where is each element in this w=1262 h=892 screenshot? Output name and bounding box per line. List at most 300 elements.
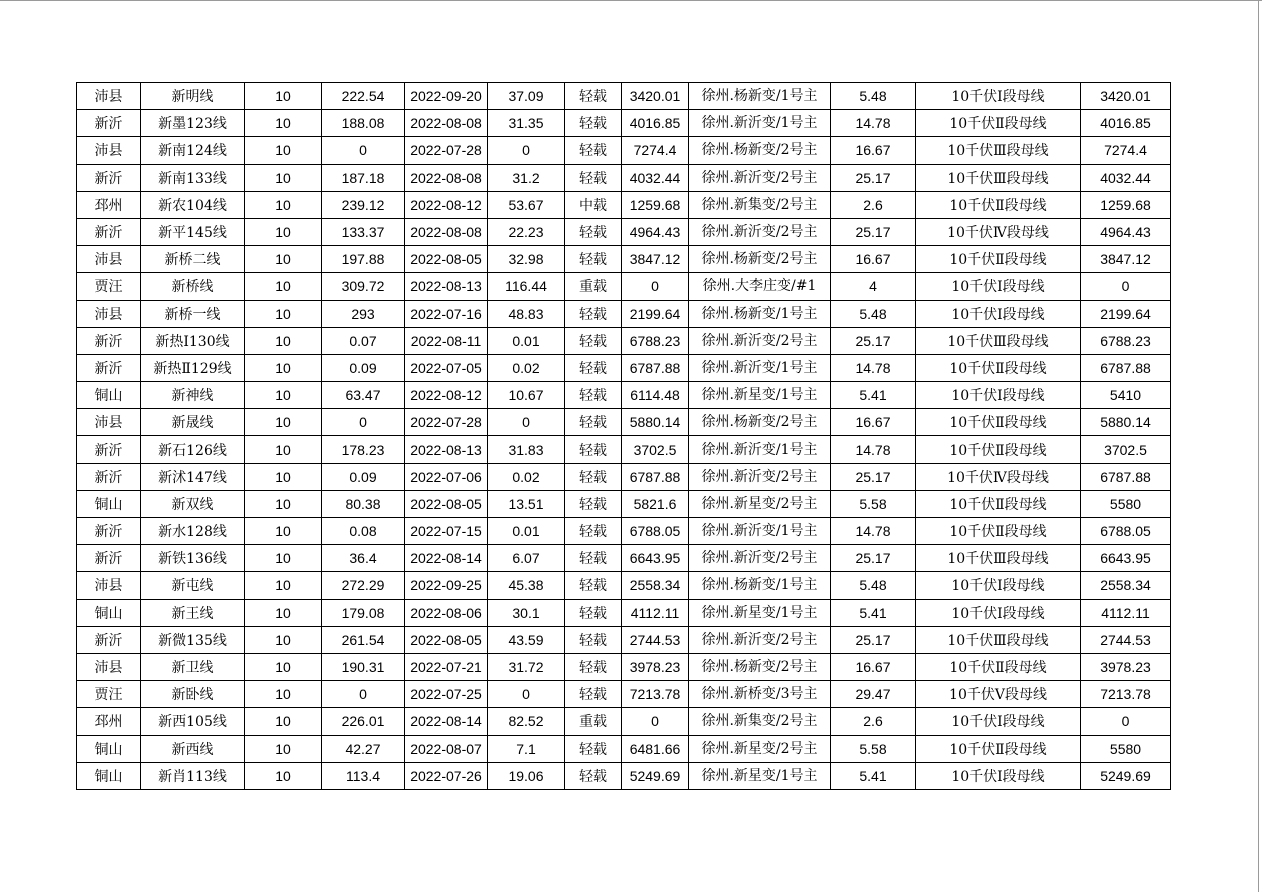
available-capacity-cell: 3847.12	[622, 246, 689, 273]
date-cell: 2022-08-07	[405, 735, 488, 762]
load-status-cell: 重载	[565, 708, 622, 735]
transformer-capacity-cell: 25.17	[831, 327, 916, 354]
table-row	[77, 762, 1171, 789]
transformer-cell: 徐州.新沂变/2号主	[689, 545, 831, 572]
transformer-cell: 徐州.杨新变/2号主	[689, 653, 831, 680]
voltage-cell: 10	[245, 354, 322, 381]
county-cell: 新沂	[77, 218, 141, 245]
open-capacity-cell: 4032.44	[1081, 164, 1171, 191]
voltage-cell: 10	[245, 545, 322, 572]
load-status-cell: 轻载	[565, 762, 622, 789]
county-cell: 沛县	[77, 409, 141, 436]
load-status-cell: 轻载	[565, 110, 622, 137]
table-row	[77, 191, 1171, 218]
max-current-cell: 197.88	[322, 246, 405, 273]
busbar-cell: 10千伏Ⅱ段母线	[916, 436, 1081, 463]
transformer-capacity-cell: 2.6	[831, 191, 916, 218]
county-cell: 新沂	[77, 354, 141, 381]
table-body	[77, 83, 1171, 790]
voltage-cell: 10	[245, 327, 322, 354]
transformer-cell: 徐州.新星变/2号主	[689, 735, 831, 762]
transformer-capacity-cell: 5.48	[831, 300, 916, 327]
busbar-cell: 10千伏Ⅰ段母线	[916, 599, 1081, 626]
load-status-cell: 轻载	[565, 626, 622, 653]
transformer-capacity-cell: 4	[831, 273, 916, 300]
transformer-capacity-cell: 14.78	[831, 110, 916, 137]
available-capacity-cell: 7274.4	[622, 137, 689, 164]
date-cell: 2022-08-05	[405, 626, 488, 653]
load-rate-cell: 7.1	[488, 735, 565, 762]
load-rate-cell: 31.2	[488, 164, 565, 191]
busbar-cell: 10千伏Ⅰ段母线	[916, 300, 1081, 327]
load-status-cell: 轻载	[565, 490, 622, 517]
max-current-cell: 0	[322, 681, 405, 708]
max-current-cell: 113.4	[322, 762, 405, 789]
open-capacity-cell: 0	[1081, 708, 1171, 735]
voltage-cell: 10	[245, 164, 322, 191]
open-capacity-cell: 3978.23	[1081, 653, 1171, 680]
transformer-capacity-cell: 25.17	[831, 545, 916, 572]
date-cell: 2022-07-15	[405, 518, 488, 545]
table-row	[77, 327, 1171, 354]
busbar-cell: 10千伏Ⅲ段母线	[916, 164, 1081, 191]
transformer-capacity-cell: 5.41	[831, 599, 916, 626]
county-cell: 邳州	[77, 708, 141, 735]
open-capacity-cell: 3420.01	[1081, 83, 1171, 110]
busbar-cell: 10千伏Ⅳ段母线	[916, 218, 1081, 245]
load-rate-cell: 0.01	[488, 327, 565, 354]
date-cell: 2022-08-05	[405, 490, 488, 517]
county-cell: 沛县	[77, 246, 141, 273]
transformer-capacity-cell: 2.6	[831, 708, 916, 735]
feeder-name-cell: 新沭147线	[141, 463, 245, 490]
busbar-cell: 10千伏Ⅲ段母线	[916, 137, 1081, 164]
county-cell: 新沂	[77, 164, 141, 191]
feeder-name-cell: 新桥线	[141, 273, 245, 300]
available-capacity-cell: 3420.01	[622, 83, 689, 110]
feeder-name-cell: 新热Ⅱ129线	[141, 354, 245, 381]
transformer-capacity-cell: 14.78	[831, 436, 916, 463]
load-status-cell: 轻载	[565, 409, 622, 436]
open-capacity-cell: 6788.05	[1081, 518, 1171, 545]
open-capacity-cell: 6643.95	[1081, 545, 1171, 572]
max-current-cell: 261.54	[322, 626, 405, 653]
available-capacity-cell: 7213.78	[622, 681, 689, 708]
open-capacity-cell: 2558.34	[1081, 572, 1171, 599]
transformer-cell: 徐州.新星变/1号主	[689, 762, 831, 789]
open-capacity-cell: 3702.5	[1081, 436, 1171, 463]
date-cell: 2022-08-08	[405, 110, 488, 137]
date-cell: 2022-08-13	[405, 273, 488, 300]
open-capacity-cell: 2744.53	[1081, 626, 1171, 653]
transformer-cell: 徐州.杨新变/2号主	[689, 409, 831, 436]
busbar-cell: 10千伏Ⅰ段母线	[916, 273, 1081, 300]
load-status-cell: 轻载	[565, 218, 622, 245]
transformer-cell: 徐州.杨新变/1号主	[689, 83, 831, 110]
transformer-cell: 徐州.新沂变/2号主	[689, 218, 831, 245]
available-capacity-cell: 4112.11	[622, 599, 689, 626]
open-capacity-cell: 6788.23	[1081, 327, 1171, 354]
county-cell: 沛县	[77, 653, 141, 680]
county-cell: 铜山	[77, 490, 141, 517]
busbar-cell: 10千伏Ⅰ段母线	[916, 762, 1081, 789]
table-row	[77, 83, 1171, 110]
load-status-cell: 轻载	[565, 327, 622, 354]
load-status-cell: 轻载	[565, 436, 622, 463]
load-rate-cell: 0	[488, 681, 565, 708]
date-cell: 2022-09-25	[405, 572, 488, 599]
transformer-cell: 徐州.杨新变/2号主	[689, 137, 831, 164]
table-row	[77, 164, 1171, 191]
transformer-capacity-cell: 14.78	[831, 518, 916, 545]
county-cell: 新沂	[77, 463, 141, 490]
transformer-cell: 徐州.新集变/2号主	[689, 191, 831, 218]
available-capacity-cell: 6114.48	[622, 382, 689, 409]
max-current-cell: 0.07	[322, 327, 405, 354]
date-cell: 2022-08-12	[405, 191, 488, 218]
max-current-cell: 188.08	[322, 110, 405, 137]
max-current-cell: 0.09	[322, 463, 405, 490]
date-cell: 2022-08-11	[405, 327, 488, 354]
open-capacity-cell: 4016.85	[1081, 110, 1171, 137]
load-rate-cell: 53.67	[488, 191, 565, 218]
transformer-cell: 徐州.新沂变/1号主	[689, 354, 831, 381]
feeder-name-cell: 新双线	[141, 490, 245, 517]
open-capacity-cell: 0	[1081, 273, 1171, 300]
open-capacity-cell: 6787.88	[1081, 463, 1171, 490]
open-capacity-cell: 6787.88	[1081, 354, 1171, 381]
voltage-cell: 10	[245, 463, 322, 490]
busbar-cell: 10千伏Ⅱ段母线	[916, 191, 1081, 218]
date-cell: 2022-07-05	[405, 354, 488, 381]
load-status-cell: 轻载	[565, 382, 622, 409]
date-cell: 2022-07-16	[405, 300, 488, 327]
load-rate-cell: 45.38	[488, 572, 565, 599]
voltage-cell: 10	[245, 708, 322, 735]
voltage-cell: 10	[245, 83, 322, 110]
max-current-cell: 36.4	[322, 545, 405, 572]
load-status-cell: 轻载	[565, 246, 622, 273]
date-cell: 2022-07-26	[405, 762, 488, 789]
transformer-cell: 徐州.新沂变/2号主	[689, 463, 831, 490]
busbar-cell: 10千伏Ⅲ段母线	[916, 327, 1081, 354]
available-capacity-cell: 2199.64	[622, 300, 689, 327]
available-capacity-cell: 5821.6	[622, 490, 689, 517]
open-capacity-cell: 4112.11	[1081, 599, 1171, 626]
max-current-cell: 0.08	[322, 518, 405, 545]
load-rate-cell: 6.07	[488, 545, 565, 572]
feeder-name-cell: 新卫线	[141, 653, 245, 680]
feeder-name-cell: 新明线	[141, 83, 245, 110]
max-current-cell: 293	[322, 300, 405, 327]
load-rate-cell: 0	[488, 137, 565, 164]
transformer-capacity-cell: 5.41	[831, 382, 916, 409]
transformer-cell: 徐州.新沂变/2号主	[689, 327, 831, 354]
available-capacity-cell: 0	[622, 273, 689, 300]
voltage-cell: 10	[245, 300, 322, 327]
open-capacity-cell: 3847.12	[1081, 246, 1171, 273]
available-capacity-cell: 5249.69	[622, 762, 689, 789]
load-status-cell: 轻载	[565, 599, 622, 626]
date-cell: 2022-08-12	[405, 382, 488, 409]
load-rate-cell: 10.67	[488, 382, 565, 409]
county-cell: 沛县	[77, 83, 141, 110]
voltage-cell: 10	[245, 436, 322, 463]
county-cell: 铜山	[77, 382, 141, 409]
feeder-name-cell: 新微135线	[141, 626, 245, 653]
transformer-capacity-cell: 16.67	[831, 137, 916, 164]
max-current-cell: 190.31	[322, 653, 405, 680]
voltage-cell: 10	[245, 762, 322, 789]
max-current-cell: 187.18	[322, 164, 405, 191]
load-status-cell: 轻载	[565, 137, 622, 164]
table-row	[77, 110, 1171, 137]
max-current-cell: 63.47	[322, 382, 405, 409]
feeder-name-cell: 新西线	[141, 735, 245, 762]
voltage-cell: 10	[245, 191, 322, 218]
max-current-cell: 222.54	[322, 83, 405, 110]
load-rate-cell: 19.06	[488, 762, 565, 789]
busbar-cell: 10千伏Ⅱ段母线	[916, 490, 1081, 517]
busbar-cell: 10千伏Ⅱ段母线	[916, 518, 1081, 545]
available-capacity-cell: 6787.88	[622, 354, 689, 381]
transformer-capacity-cell: 5.48	[831, 572, 916, 599]
available-capacity-cell: 4964.43	[622, 218, 689, 245]
feeder-name-cell: 新屯线	[141, 572, 245, 599]
date-cell: 2022-08-05	[405, 246, 488, 273]
county-cell: 新沂	[77, 327, 141, 354]
busbar-cell: 10千伏Ⅰ段母线	[916, 382, 1081, 409]
transformer-cell: 徐州.杨新变/1号主	[689, 300, 831, 327]
voltage-cell: 10	[245, 490, 322, 517]
voltage-cell: 10	[245, 246, 322, 273]
busbar-cell: 10千伏Ⅱ段母线	[916, 409, 1081, 436]
available-capacity-cell: 2558.34	[622, 572, 689, 599]
transformer-cell: 徐州.新沂变/1号主	[689, 518, 831, 545]
max-current-cell: 0	[322, 409, 405, 436]
table-row	[77, 436, 1171, 463]
load-status-cell: 轻载	[565, 518, 622, 545]
voltage-cell: 10	[245, 273, 322, 300]
load-status-cell: 中载	[565, 191, 622, 218]
load-rate-cell: 31.83	[488, 436, 565, 463]
date-cell: 2022-07-21	[405, 653, 488, 680]
load-rate-cell: 0.02	[488, 354, 565, 381]
max-current-cell: 0.09	[322, 354, 405, 381]
load-rate-cell: 0.02	[488, 463, 565, 490]
feeder-name-cell: 新南133线	[141, 164, 245, 191]
date-cell: 2022-08-08	[405, 164, 488, 191]
county-cell: 沛县	[77, 137, 141, 164]
available-capacity-cell: 4032.44	[622, 164, 689, 191]
load-status-cell: 重载	[565, 273, 622, 300]
busbar-cell: 10千伏Ⅳ段母线	[916, 463, 1081, 490]
max-current-cell: 42.27	[322, 735, 405, 762]
feeder-name-cell: 新王线	[141, 599, 245, 626]
available-capacity-cell: 6788.23	[622, 327, 689, 354]
date-cell: 2022-09-20	[405, 83, 488, 110]
load-rate-cell: 37.09	[488, 83, 565, 110]
load-status-cell: 轻载	[565, 463, 622, 490]
voltage-cell: 10	[245, 653, 322, 680]
load-status-cell: 轻载	[565, 354, 622, 381]
feeder-name-cell: 新卧线	[141, 681, 245, 708]
transformer-capacity-cell: 29.47	[831, 681, 916, 708]
page-top-edge	[0, 0, 1262, 1]
open-capacity-cell: 5410	[1081, 382, 1171, 409]
transformer-capacity-cell: 25.17	[831, 463, 916, 490]
load-rate-cell: 31.35	[488, 110, 565, 137]
busbar-cell: 10千伏Ⅱ段母线	[916, 653, 1081, 680]
load-rate-cell: 13.51	[488, 490, 565, 517]
transformer-cell: 徐州.新集变/2号主	[689, 708, 831, 735]
load-status-cell: 轻载	[565, 735, 622, 762]
voltage-cell: 10	[245, 110, 322, 137]
table-row	[77, 409, 1171, 436]
busbar-cell: 10千伏Ⅱ段母线	[916, 110, 1081, 137]
transformer-capacity-cell: 5.48	[831, 83, 916, 110]
busbar-cell: 10千伏Ⅴ段母线	[916, 681, 1081, 708]
load-rate-cell: 43.59	[488, 626, 565, 653]
transformer-capacity-cell: 16.67	[831, 246, 916, 273]
open-capacity-cell: 7274.4	[1081, 137, 1171, 164]
load-rate-cell: 30.1	[488, 599, 565, 626]
county-cell: 新沂	[77, 626, 141, 653]
load-status-cell: 轻载	[565, 545, 622, 572]
available-capacity-cell: 6643.95	[622, 545, 689, 572]
table-row	[77, 599, 1171, 626]
open-capacity-cell: 7213.78	[1081, 681, 1171, 708]
table-row	[77, 273, 1171, 300]
max-current-cell: 133.37	[322, 218, 405, 245]
date-cell: 2022-08-06	[405, 599, 488, 626]
open-capacity-cell: 5580	[1081, 735, 1171, 762]
feeder-name-cell: 新肖113线	[141, 762, 245, 789]
transformer-cell: 徐州.新星变/1号主	[689, 382, 831, 409]
open-capacity-cell: 4964.43	[1081, 218, 1171, 245]
page-right-edge	[1258, 0, 1259, 892]
load-rate-cell: 116.44	[488, 273, 565, 300]
load-status-cell: 轻载	[565, 572, 622, 599]
table-row	[77, 572, 1171, 599]
date-cell: 2022-07-25	[405, 681, 488, 708]
max-current-cell: 226.01	[322, 708, 405, 735]
transformer-cell: 徐州.新沂变/1号主	[689, 110, 831, 137]
county-cell: 邳州	[77, 191, 141, 218]
feeder-name-cell: 新墨123线	[141, 110, 245, 137]
voltage-cell: 10	[245, 518, 322, 545]
load-status-cell: 轻载	[565, 300, 622, 327]
available-capacity-cell: 6788.05	[622, 518, 689, 545]
load-status-cell: 轻载	[565, 164, 622, 191]
max-current-cell: 0	[322, 137, 405, 164]
transformer-cell: 徐州.新沂变/2号主	[689, 164, 831, 191]
table-row	[77, 218, 1171, 245]
available-capacity-cell: 0	[622, 708, 689, 735]
transformer-cell: 徐州.新星变/1号主	[689, 599, 831, 626]
feeder-name-cell: 新桥一线	[141, 300, 245, 327]
date-cell: 2022-08-08	[405, 218, 488, 245]
transformer-cell: 徐州.新星变/2号主	[689, 490, 831, 517]
transformer-cell: 徐州.新沂变/2号主	[689, 626, 831, 653]
feeder-name-cell: 新南124线	[141, 137, 245, 164]
available-capacity-cell: 4016.85	[622, 110, 689, 137]
transformer-capacity-cell: 16.67	[831, 653, 916, 680]
transformer-cell: 徐州.新桥变/3号主	[689, 681, 831, 708]
transformer-capacity-cell: 16.67	[831, 409, 916, 436]
available-capacity-cell: 6787.88	[622, 463, 689, 490]
load-rate-cell: 0.01	[488, 518, 565, 545]
date-cell: 2022-08-14	[405, 545, 488, 572]
busbar-cell: 10千伏Ⅲ段母线	[916, 545, 1081, 572]
table-row	[77, 681, 1171, 708]
feeder-name-cell: 新平145线	[141, 218, 245, 245]
available-capacity-cell: 5880.14	[622, 409, 689, 436]
load-rate-cell: 31.72	[488, 653, 565, 680]
load-rate-cell: 32.98	[488, 246, 565, 273]
voltage-cell: 10	[245, 218, 322, 245]
voltage-cell: 10	[245, 409, 322, 436]
load-rate-cell: 48.83	[488, 300, 565, 327]
busbar-cell: 10千伏Ⅲ段母线	[916, 626, 1081, 653]
load-status-cell: 轻载	[565, 83, 622, 110]
max-current-cell: 178.23	[322, 436, 405, 463]
transformer-capacity-cell: 5.41	[831, 762, 916, 789]
load-rate-cell: 22.23	[488, 218, 565, 245]
table-row	[77, 246, 1171, 273]
feeder-name-cell: 新西105线	[141, 708, 245, 735]
voltage-cell: 10	[245, 382, 322, 409]
table-row	[77, 735, 1171, 762]
voltage-cell: 10	[245, 572, 322, 599]
load-rate-cell: 0	[488, 409, 565, 436]
max-current-cell: 239.12	[322, 191, 405, 218]
county-cell: 新沂	[77, 518, 141, 545]
busbar-cell: 10千伏Ⅰ段母线	[916, 572, 1081, 599]
feeder-name-cell: 新石126线	[141, 436, 245, 463]
max-current-cell: 179.08	[322, 599, 405, 626]
voltage-cell: 10	[245, 599, 322, 626]
open-capacity-cell: 5249.69	[1081, 762, 1171, 789]
transformer-capacity-cell: 5.58	[831, 490, 916, 517]
date-cell: 2022-07-06	[405, 463, 488, 490]
feeder-name-cell: 新农104线	[141, 191, 245, 218]
busbar-cell: 10千伏Ⅱ段母线	[916, 354, 1081, 381]
feeder-name-cell: 新铁136线	[141, 545, 245, 572]
busbar-cell: 10千伏Ⅱ段母线	[916, 735, 1081, 762]
date-cell: 2022-07-28	[405, 409, 488, 436]
transformer-capacity-cell: 14.78	[831, 354, 916, 381]
transformer-capacity-cell: 25.17	[831, 164, 916, 191]
county-cell: 新沂	[77, 545, 141, 572]
table-row	[77, 490, 1171, 517]
feeder-name-cell: 新神线	[141, 382, 245, 409]
date-cell: 2022-08-13	[405, 436, 488, 463]
voltage-cell: 10	[245, 137, 322, 164]
transformer-cell: 徐州.杨新变/1号主	[689, 572, 831, 599]
load-status-cell: 轻载	[565, 653, 622, 680]
busbar-cell: 10千伏Ⅱ段母线	[916, 246, 1081, 273]
table-row	[77, 382, 1171, 409]
date-cell: 2022-08-14	[405, 708, 488, 735]
transformer-capacity-cell: 25.17	[831, 626, 916, 653]
open-capacity-cell: 2199.64	[1081, 300, 1171, 327]
table-row	[77, 463, 1171, 490]
available-capacity-cell: 2744.53	[622, 626, 689, 653]
available-capacity-cell: 3978.23	[622, 653, 689, 680]
max-current-cell: 309.72	[322, 273, 405, 300]
table-row	[77, 545, 1171, 572]
